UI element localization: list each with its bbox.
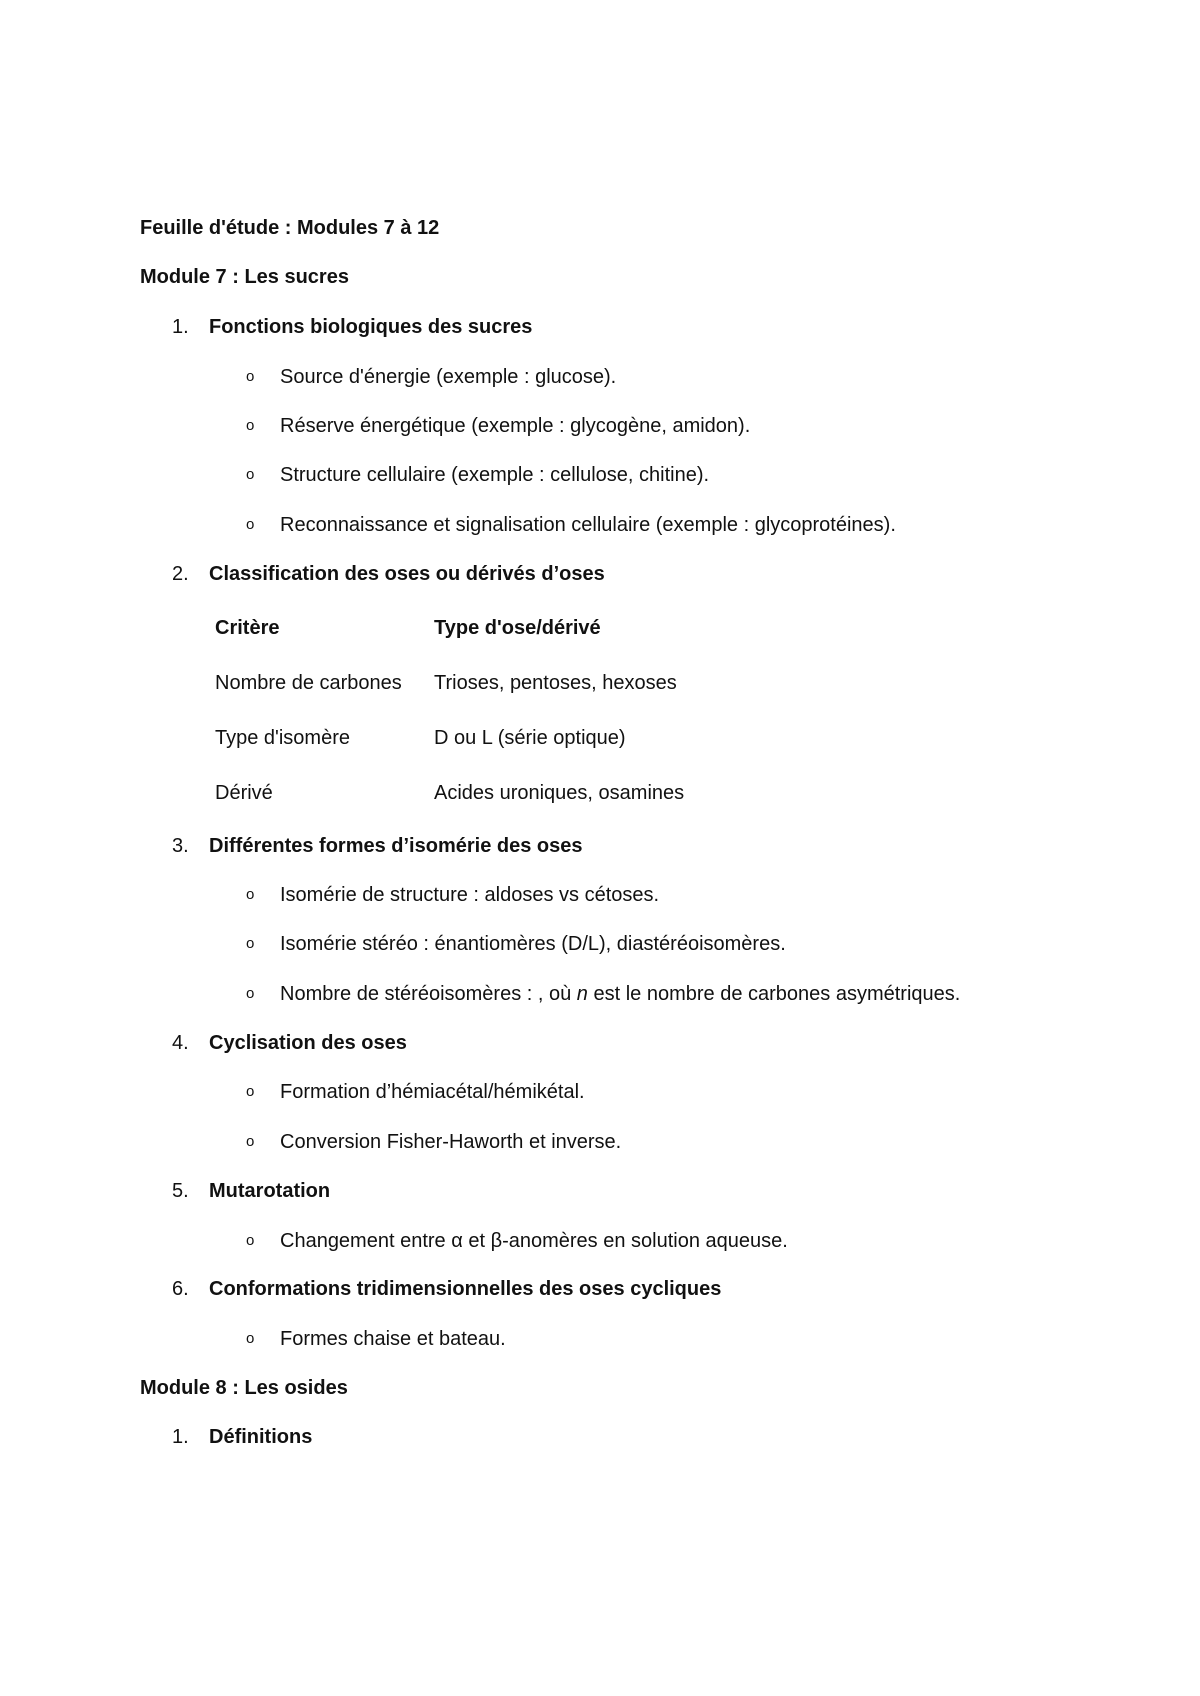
module-heading: Module 7 : Les sucres xyxy=(140,266,349,288)
bullet-icon: o xyxy=(246,886,255,903)
section-title: Classification des oses ou dérivés d’oses xyxy=(209,563,605,585)
bullet-icon: o xyxy=(246,1133,255,1150)
list-number: 2. xyxy=(172,563,189,585)
section-title: Conformations tridimensionnelles des oses cycliques xyxy=(209,1278,722,1300)
bullet-text: Source d'énergie (exemple : glucose). xyxy=(280,366,617,388)
bullet-text-part: Nombre de stéréoisomères : , où xyxy=(280,983,577,1005)
list-number: 4. xyxy=(172,1032,189,1054)
section-title: Différentes formes d’isomérie des oses xyxy=(209,835,583,857)
section-title: Cyclisation des oses xyxy=(209,1032,407,1054)
bullet-text: Reconnaissance et signalisation cellulaire (exemple : glycoprotéines). xyxy=(280,514,896,536)
table-cell: Dérivé xyxy=(215,782,273,804)
bullet-text: Isomérie stéréo : énantiomères (D/L), diastéréoisomères. xyxy=(280,933,786,955)
bullet-icon: o xyxy=(246,985,255,1002)
list-number: 5. xyxy=(172,1180,189,1202)
table-header-cell: Critère xyxy=(215,617,280,639)
list-number: 3. xyxy=(172,835,189,857)
bullet-text: Changement entre α et β-anomères en solution aqueuse. xyxy=(280,1230,788,1252)
bullet-icon: o xyxy=(246,466,255,483)
bullet-icon: o xyxy=(246,417,255,434)
bullet-icon: o xyxy=(246,516,255,533)
bullet-icon: o xyxy=(246,368,255,385)
list-number: 1. xyxy=(172,316,189,338)
bullet-text: Réserve énergétique (exemple : glycogène, amidon). xyxy=(280,415,751,437)
bullet-text: Conversion Fisher-Haworth et inverse. xyxy=(280,1131,622,1153)
table-cell: Nombre de carbones xyxy=(215,672,402,694)
bullet-text-part: est le nombre de carbones asymétriques. xyxy=(587,983,961,1005)
bullet-text: Structure cellulaire (exemple : cellulose, chitine). xyxy=(280,464,710,486)
bullet-text: Formes chaise et bateau. xyxy=(280,1328,506,1350)
table-cell: D ou L (série optique) xyxy=(434,727,626,749)
section-title: Fonctions biologiques des sucres xyxy=(209,316,533,338)
module-heading: Module 8 : Les osides xyxy=(140,1377,348,1399)
document-title: Feuille d'étude : Modules 7 à 12 xyxy=(140,217,440,239)
section-title: Définitions xyxy=(209,1426,313,1448)
bullet-icon: o xyxy=(246,1232,255,1249)
section-title: Mutarotation xyxy=(209,1180,331,1202)
table-cell: Acides uroniques, osamines xyxy=(434,782,685,804)
table-cell: Type d'isomère xyxy=(215,727,350,749)
list-number: 6. xyxy=(172,1278,189,1300)
bullet-icon: o xyxy=(246,935,255,952)
bullet-icon: o xyxy=(246,1083,255,1100)
variable-n: n xyxy=(576,983,588,1005)
bullet-text xyxy=(280,982,960,1006)
bullet-text: Formation d’hémiacétal/hémikétal. xyxy=(280,1081,585,1103)
table-header-cell: Type d'ose/dérivé xyxy=(434,617,601,639)
list-number: 1. xyxy=(172,1426,189,1448)
bullet-icon: o xyxy=(246,1330,255,1347)
table-cell: Trioses, pentoses, hexoses xyxy=(434,672,677,694)
bullet-text: Isomérie de structure : aldoses vs cétoses. xyxy=(280,884,660,906)
